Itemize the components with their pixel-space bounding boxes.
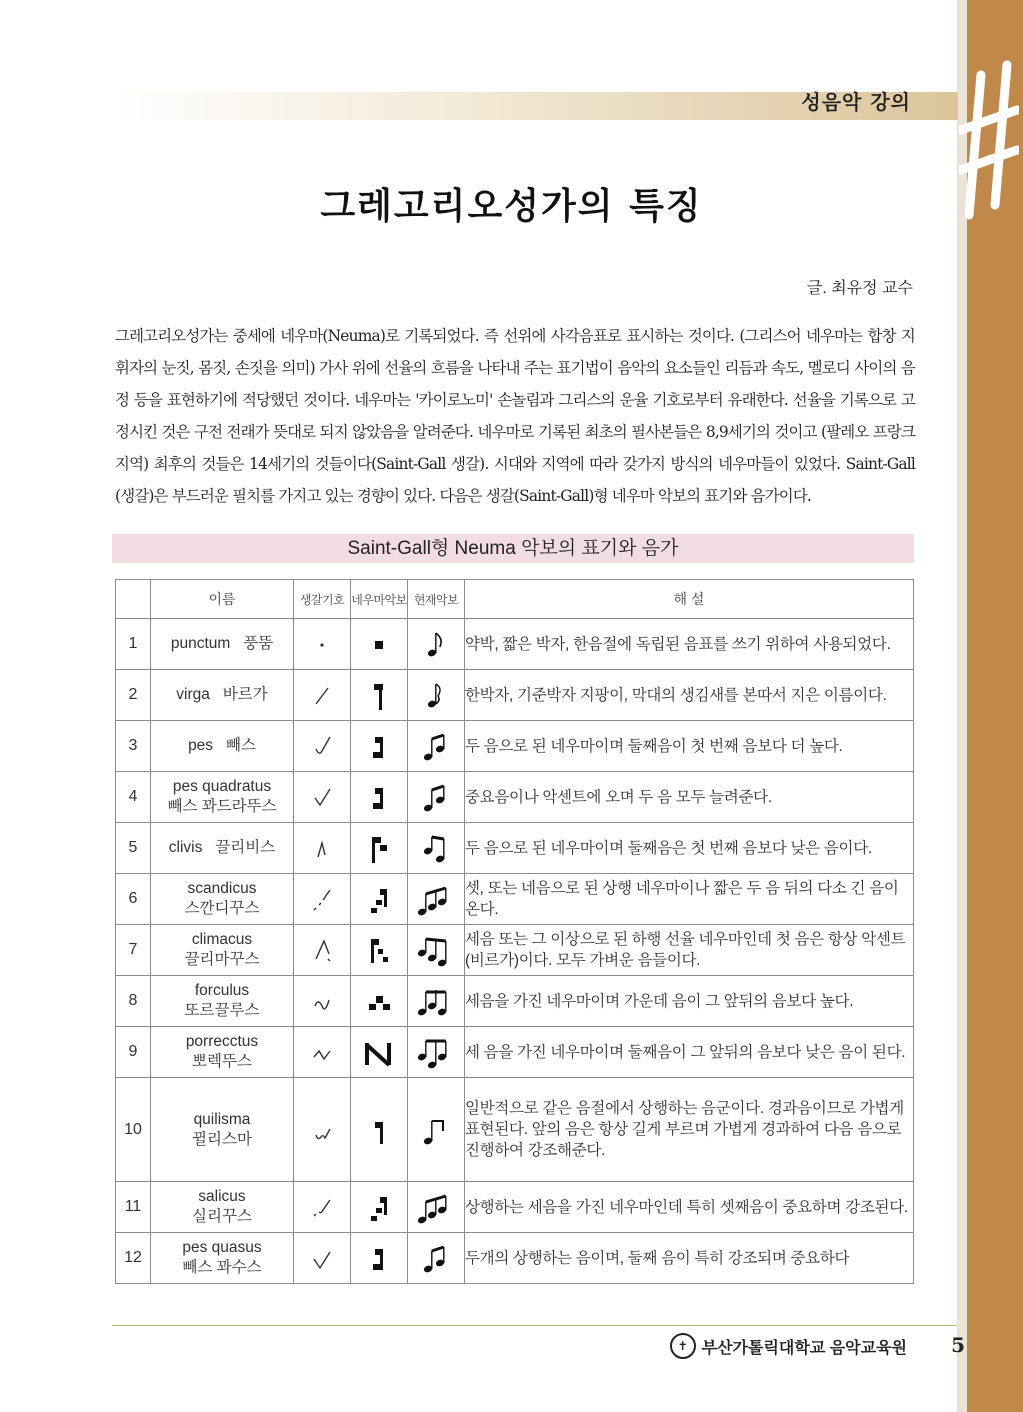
neuma-name bbox=[151, 976, 294, 1027]
modern-notation-icon bbox=[408, 976, 465, 1027]
neuma-description: 일반적으로 같은 음절에서 상행하는 음군이다. 경과음이므로 가볍게 표현된다. 앞의 음은 항상 길게 부르며 가볍게 경과하여 다음 음으로 진행하여 강조해준다. bbox=[465, 1078, 914, 1182]
neuma-latin-name: quilisma bbox=[193, 1110, 251, 1128]
saint-gall-symbol-icon bbox=[294, 670, 351, 721]
neuma-description: 두개의 상행하는 음이며, 둘째 음이 특히 강조되며 중요하다 bbox=[465, 1233, 914, 1284]
table-row bbox=[116, 1233, 914, 1284]
neuma-name bbox=[151, 619, 294, 670]
header-description: 해 설 bbox=[465, 580, 914, 619]
saint-gall-symbol-icon bbox=[294, 1078, 351, 1182]
footer-institution: 부산가톨릭대학교 음악교육원 bbox=[701, 1339, 907, 1357]
intro-paragraph: 그레고리오성가는 중세에 네우마(Neuma)로 기록되었다. 즉 선위에 사각음표로 표시하는 것이다. (그리스어 네우마는 합창 지휘자의 눈짓, 몸짓, 손짓을 의미) 가사 위에 선율의 흐름을 나타내 주는 표기법이 음악의 요소들인 리듬과 속도, 멜로디 사이의 음정 등을 표현하기에 적당했던 것이다. 네우마는 '카이로노미' 손놀림과 그리스의 운율 기호로부터 유래한다. 선율을 기록으로 고정시킨 것은 구전 전래가 뜻대로 되지 않았음을 알려준다. 네우마로 기록된 최초의 필사본들은 8,9세기의 것이고 (팔레오 프랑크 지역) 최후의 것들은 14세기의 것들이다(Saint-Gall 생갈). 시대와 지역에 따라 갖가지 방식의 네우마들이 있었다. Saint-Gall (생갈)은 부드러운 필치를 가지고 있는 경향이 있다. 다음은 생갈(Saint-Gall)형 네우마 악보의 표기와 음가이다. bbox=[115, 327, 915, 505]
saint-gall-symbol-icon bbox=[294, 976, 351, 1027]
modern-notation-icon bbox=[408, 1182, 465, 1233]
neuma-korean-name: 끌리마꾸스 bbox=[184, 951, 260, 968]
saint-gall-symbol-icon bbox=[294, 619, 351, 670]
neuma-name bbox=[151, 925, 294, 976]
neuma-korean-name: 풍뚬 bbox=[243, 635, 274, 652]
footer-line bbox=[112, 1325, 957, 1326]
neuma-korean-name: 빼스 bbox=[225, 737, 256, 754]
modern-notation-icon bbox=[408, 823, 465, 874]
header-neuma: 네우마악보 bbox=[351, 580, 408, 619]
page-title: 그레고리오성가의 특징 bbox=[320, 185, 703, 227]
neuma-name bbox=[151, 1078, 294, 1182]
saint-gall-symbol-icon bbox=[294, 1233, 351, 1284]
neuma-notation-icon bbox=[351, 619, 408, 670]
neuma-latin-name: clivis bbox=[168, 839, 203, 856]
modern-notation-icon bbox=[408, 772, 465, 823]
neuma-latin-name: pes quasus bbox=[182, 1239, 262, 1256]
neuma-latin-name: forculus bbox=[194, 982, 250, 999]
neuma-korean-name: 빼스 꽈드라뚜스 bbox=[167, 798, 277, 815]
neuma-notation-icon bbox=[351, 1182, 408, 1233]
neuma-latin-name: porrecctus bbox=[185, 1033, 259, 1050]
table-row bbox=[116, 823, 914, 874]
neuma-description: 한박자, 기준박자 지팡이, 막대의 생김새를 본따서 지은 이름이다. bbox=[465, 670, 914, 721]
neuma-korean-name: 빼스 꽈수스 bbox=[182, 1259, 262, 1276]
saint-gall-symbol-icon bbox=[294, 823, 351, 874]
neuma-korean-name: 실리꾸스 bbox=[192, 1208, 252, 1225]
modern-notation-icon bbox=[408, 925, 465, 976]
neuma-latin-name: climacus bbox=[191, 931, 253, 948]
neuma-description: 상행하는 세음을 가진 네우마인데 특히 셋째음이 중요하며 강조된다. bbox=[465, 1182, 914, 1233]
saint-gall-symbol-icon bbox=[294, 1027, 351, 1078]
neuma-description: 두 음으로 된 네우마이며 둘째음은 첫 번째 음보다 낮은 음이다. bbox=[465, 823, 914, 874]
section-label: 성음악 강의 bbox=[801, 90, 911, 114]
neuma-description: 세음을 가진 네우마이며 가운데 음이 그 앞뒤의 음보다 높다. bbox=[465, 976, 914, 1027]
saint-gall-symbol-icon bbox=[294, 874, 351, 925]
row-number: 2 bbox=[116, 670, 151, 721]
row-number: 9 bbox=[116, 1027, 151, 1078]
neuma-notation-icon bbox=[351, 670, 408, 721]
modern-notation-icon bbox=[408, 874, 465, 925]
table-row bbox=[116, 976, 914, 1027]
row-number: 10 bbox=[116, 1078, 151, 1182]
neuma-latin-name: virga bbox=[176, 686, 210, 703]
table-row bbox=[116, 925, 914, 976]
neuma-table bbox=[115, 579, 914, 1284]
table-row bbox=[116, 1182, 914, 1233]
row-number: 3 bbox=[116, 721, 151, 772]
neuma-notation-icon bbox=[351, 976, 408, 1027]
neuma-name bbox=[151, 823, 294, 874]
row-number: 7 bbox=[116, 925, 151, 976]
table-caption: Saint-Gall형 Neuma 악보의 표기와 음가 bbox=[112, 534, 914, 563]
neuma-name bbox=[151, 1027, 294, 1078]
neuma-notation-icon bbox=[351, 772, 408, 823]
row-number: 12 bbox=[116, 1233, 151, 1284]
footer bbox=[670, 1333, 907, 1359]
saint-gall-symbol-icon bbox=[294, 721, 351, 772]
modern-notation-icon bbox=[408, 670, 465, 721]
table-row bbox=[116, 1078, 914, 1182]
neuma-description: 두 음으로 된 네우마이며 둘째음이 첫 번째 음보다 더 높다. bbox=[465, 721, 914, 772]
neuma-description: 약박, 짧은 박자, 한음절에 독립된 음표를 쓰기 위하여 사용되었다. bbox=[465, 619, 914, 670]
row-number: 1 bbox=[116, 619, 151, 670]
neuma-description: 세 음을 가진 네우마이며 둘째음이 그 앞뒤의 음보다 낮은 음이 된다. bbox=[465, 1027, 914, 1078]
neuma-name bbox=[151, 772, 294, 823]
neuma-notation-icon bbox=[351, 1027, 408, 1078]
neuma-latin-name: pes quadratus bbox=[172, 778, 272, 795]
table-row bbox=[116, 874, 914, 925]
header-number bbox=[116, 580, 151, 619]
neuma-description: 세음 또는 그 이상으로 된 하행 선율 네우마인데 첫 음은 항상 악센트(비르가)이다. 모두 가벼운 음들이다. bbox=[465, 925, 914, 976]
neuma-korean-name: 끌리비스 bbox=[215, 839, 276, 856]
row-number: 6 bbox=[116, 874, 151, 925]
neuma-korean-name: 또르끌루스 bbox=[184, 1002, 260, 1019]
saint-gall-symbol-icon bbox=[294, 1182, 351, 1233]
neuma-notation-icon bbox=[351, 823, 408, 874]
neuma-korean-name: 바르가 bbox=[222, 686, 268, 703]
modern-notation-icon bbox=[408, 1233, 465, 1284]
neuma-name bbox=[151, 721, 294, 772]
neuma-name bbox=[151, 1233, 294, 1284]
neuma-notation-icon bbox=[351, 874, 408, 925]
table-header-row bbox=[116, 580, 914, 619]
neuma-notation-icon bbox=[351, 1078, 408, 1182]
table-row bbox=[116, 721, 914, 772]
neuma-latin-name: salicus bbox=[198, 1188, 246, 1205]
neuma-latin-name: pes bbox=[188, 737, 214, 754]
row-number: 5 bbox=[116, 823, 151, 874]
neuma-description: 중요음이나 악센트에 오며 두 음 모두 늘려준다. bbox=[465, 772, 914, 823]
modern-notation-icon bbox=[408, 1078, 465, 1182]
header-modern: 현재악보 bbox=[408, 580, 465, 619]
neuma-name bbox=[151, 670, 294, 721]
neuma-latin-name: scandicus bbox=[187, 880, 257, 897]
neuma-korean-name: 뽀렉뚜스 bbox=[192, 1053, 252, 1070]
neuma-notation-icon bbox=[351, 721, 408, 772]
neuma-notation-icon bbox=[351, 1233, 408, 1284]
saint-gall-symbol-icon bbox=[294, 925, 351, 976]
neuma-korean-name: 스깐디꾸스 bbox=[184, 900, 260, 917]
neuma-korean-name: 뀔리스마 bbox=[192, 1130, 252, 1148]
modern-notation-icon bbox=[408, 721, 465, 772]
saint-gall-symbol-icon bbox=[294, 772, 351, 823]
neuma-name bbox=[151, 1182, 294, 1233]
table-row bbox=[116, 1027, 914, 1078]
institution-logo-icon: ✝ bbox=[670, 1333, 696, 1359]
table-row bbox=[116, 772, 914, 823]
neuma-notation-icon bbox=[351, 925, 408, 976]
header-saint-gall: 생갈기호 bbox=[294, 580, 351, 619]
neuma-description: 셋, 또는 네음으로 된 상행 네우마이나 짧은 두 음 뒤의 다소 긴 음이 온다. bbox=[465, 874, 914, 925]
modern-notation-icon bbox=[408, 619, 465, 670]
table-row bbox=[116, 619, 914, 670]
neuma-latin-name: punctum bbox=[170, 635, 231, 652]
table-row bbox=[116, 670, 914, 721]
row-number: 8 bbox=[116, 976, 151, 1027]
author: 글. 최유정 교수 bbox=[806, 280, 913, 297]
row-number: 11 bbox=[116, 1182, 151, 1233]
row-number: 4 bbox=[116, 772, 151, 823]
modern-notation-icon bbox=[408, 1027, 465, 1078]
neuma-name bbox=[151, 874, 294, 925]
page-number: 5 bbox=[951, 1333, 965, 1357]
header-name: 이름 bbox=[151, 580, 294, 619]
